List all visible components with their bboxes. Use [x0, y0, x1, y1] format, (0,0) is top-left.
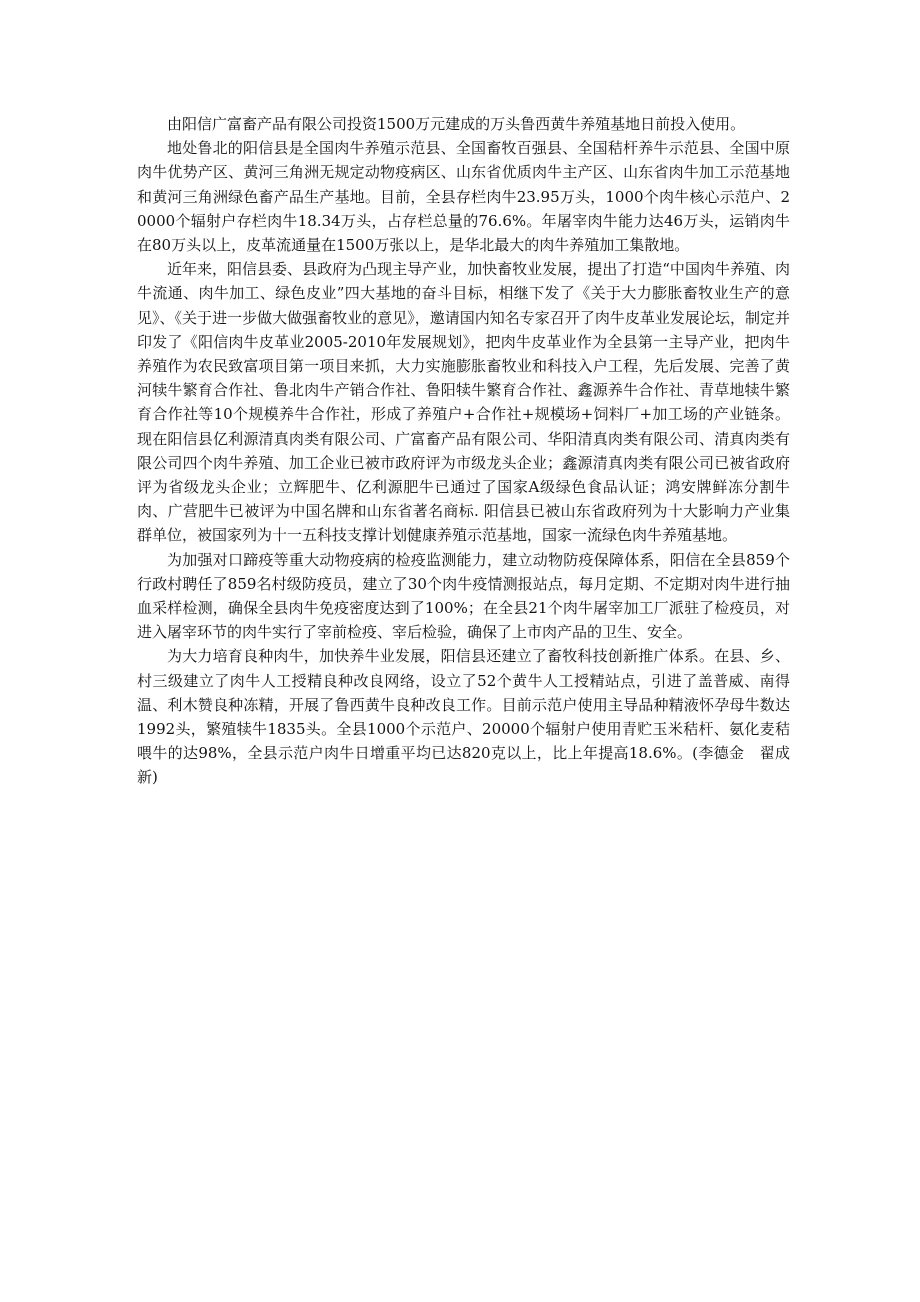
paragraph-disease-prevention: 为加强对口蹄疫等重大动物疫病的检疫监测能力，建立动物防疫保障体系，阳信在全县859个行政村聘任了859名村级防疫员，建立了30个肉牛疫情测报站点，每月定期、不定期对肉牛进行抽血采样检测，确保全县肉牛免疫密度达到了100%；在全县21个肉牛屠宰加工厂派驻了检疫员，对进入屠宰环节的肉牛实行了宰前检疫、宰后检验，确保了上市肉产品的卫生、安全。: [137, 550, 790, 642]
paragraph-breeding-technology: 为大力培育良种肉牛，加快养牛业发展，阳信县还建立了畜牧科技创新推广体系。在县、乡、村三级建立了肉牛人工授精良种改良网络，设立了52个黄牛人工授精站点，引进了盖普威、南得温、利木赞良种冻精，开展了鲁西黄牛良种改良工作。目前示范户使用主导品种精液怀孕母牛数达1992头，繁殖犊牛1835头。全县1000个示范户、20000个辐射户使用青贮玉米秸杆、氨化麦秸喂牛的达98%，全县示范户肉牛日增重平均已达820克以上，比上年提高18.6%。(李德金 翟成新): [137, 647, 790, 787]
article-body: [137, 112, 790, 790]
paragraph-industry-development: 近年来，阳信县委、县政府为凸现主导产业，加快畜牧业发展，提出了打造“中国肉牛养殖、肉牛流通、肉牛加工、绿色皮业”四大基地的奋斗目标，相继下发了《关于大力膨胀畜牧业生产的意见》、《关于进一步做大做强畜牧业的意见》，邀请国内知名专家召开了肉牛皮革业发展论坛，制定并印发了《阳信肉牛皮革业2005-2010年发展规划》，把肉牛皮革业作为全县第一主导产业，把肉牛养殖作为农民致富项目第一项目来抓，大力实施膨胀畜牧业和科技入户工程，先后发展、完善了黄河犊牛繁育合作社、鲁北肉牛产销合作社、鲁阳犊牛繁育合作社、鑫源养牛合作社、青草地犊牛繁育合作社等10个规模养牛合作社，形成了养殖户+合作社+规模场+饲料厂+加工场的产业链条。现在阳信县亿利源清真肉类有限公司、广富畜产品有限公司、华阳清真肉类有限公司、清真肉类有限公司四个肉牛养殖、加工企业已被市政府评为市级龙头企业；鑫源清真肉类有限公司已被省政府评为省级龙头企业；立辉肥牛、亿利源肥牛已通过了国家A级绿色食品认证；鸿安牌鲜冻分割牛肉、广营肥牛已被评为中国名牌和山东省著名商标. 阳信县已被山东省政府列为十大影响力产业集群单位，被国家列为十一五科技支撑计划健康养殖示范基地，国家一流绿色肉牛养殖基地。: [137, 260, 790, 545]
paragraph-county-overview: 地处鲁北的阳信县是全国肉牛养殖示范县、全国畜牧百强县、全国秸杆养牛示范县、全国中原肉牛优势产区、黄河三角洲无规定动物疫病区、山东省优质肉牛主产区、山东省肉牛加工示范基地和黄河三角洲绿色畜产品生产基地。目前，全县存栏肉牛23.95万头，1000个肉牛核心示范户、20000个辐射户存栏肉牛18.34万头，占存栏总量的76.6%。年屠宰肉牛能力达46万头，运销肉牛在80万头以上，皮革流通量在1500万张以上，是华北最大的肉牛养殖加工集散地。: [137, 139, 790, 255]
paragraph-intro: 由阳信广富畜产品有限公司投资1500万元建成的万头鲁西黄牛养殖基地日前投入使用。: [167, 115, 746, 133]
